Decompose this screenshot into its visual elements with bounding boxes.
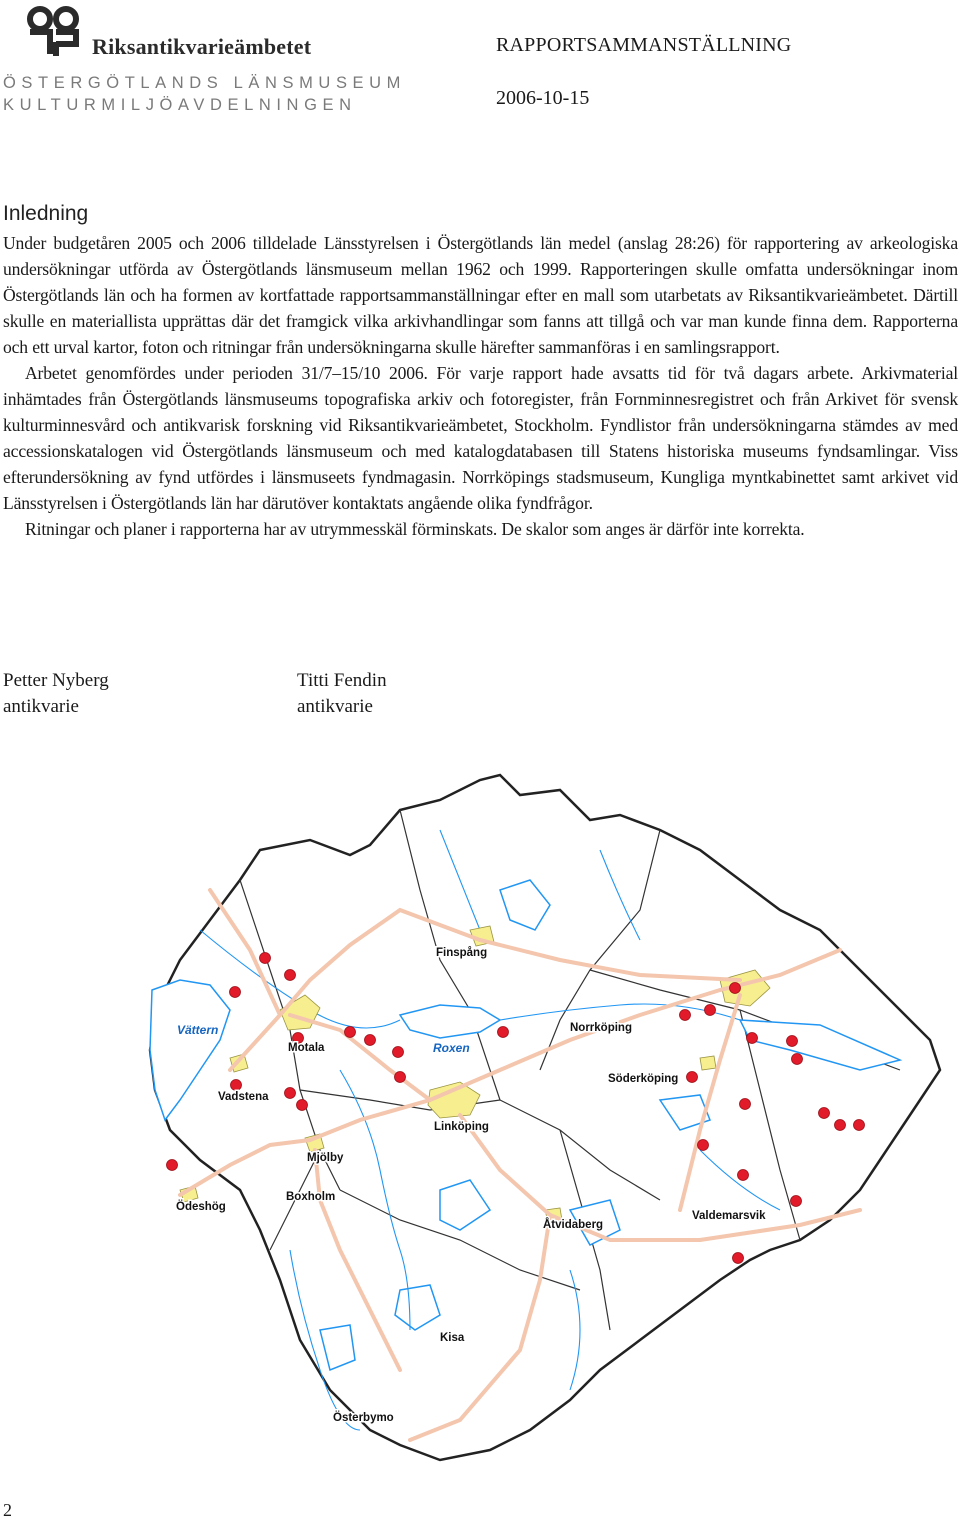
site-marker <box>792 1054 803 1065</box>
site-marker <box>835 1120 846 1131</box>
place-label-valdemarsvik: Valdemarsvik <box>692 1210 766 1222</box>
document-type: RAPPORTSAMMANSTÄLLNING <box>496 34 792 56</box>
site-marker <box>740 1099 751 1110</box>
place-label-boxholm: Boxholm <box>286 1191 336 1203</box>
site-marker <box>819 1108 830 1119</box>
place-label-finspang: Finspång <box>436 947 488 959</box>
signature-block <box>297 668 387 720</box>
place-label-roxen: Roxen <box>433 1041 470 1055</box>
section-heading: Inledning <box>3 202 89 225</box>
site-marker <box>730 983 741 994</box>
site-marker <box>167 1160 178 1171</box>
site-marker <box>791 1196 802 1207</box>
paragraph: Under budgetåren 2005 och 2006 tilldelade Länsstyrelsen i Östergötlands län medel (anslag 28:26) för rapportering av arkeologiska undersökningar utförda av Östergötlands länsmuseum mellan 1962 och 1999. Rapporteringen skulle omfatta undersökningar inom Östergötlands län och ha formen av kortfattade rapportsammanställningar efter en mall som utarbetats av Riksantikvarieämbetet. Därtill skulle en materiallista upprättas där det framgick vilka arkivhandlingar som fanns att tillgå och var man kunde finna dem. Rapporterna och ett urval kartor, foton och ritningar från undersökningarna skulle härefter sammanföras i en samlingsrapport. <box>3 233 958 357</box>
place-label-osterbymo: Österbymo <box>333 1412 394 1424</box>
place-label-vadstena: Vadstena <box>218 1091 269 1103</box>
department-name: KULTURMILJÖAVDELNINGEN <box>3 96 357 114</box>
site-marker <box>680 1010 691 1021</box>
document-date: 2006-10-15 <box>496 87 590 109</box>
site-marker <box>365 1035 376 1046</box>
page-number: 2 <box>3 1500 12 1520</box>
logo-text: Riksantikvarieämbetet <box>92 34 312 59</box>
place-label-soderkoping: Söderköping <box>608 1073 679 1085</box>
place-label-atvidaberg: Åtvidaberg <box>543 1219 604 1231</box>
signature-block <box>3 668 109 720</box>
paragraph: Ritningar och planer i rapporterna har av utrymmesskäl förminskats. De skalor som anges är därför inte korrekta. <box>25 519 805 539</box>
signature-title: antikvarie <box>3 696 79 717</box>
site-marker <box>345 1027 356 1038</box>
place-label-norrkoping: Norrköping <box>570 1022 632 1034</box>
place-label-motala: Motala <box>288 1042 325 1054</box>
site-marker <box>787 1036 798 1047</box>
riksantikvarieambetet-logo-icon <box>26 6 82 58</box>
site-marker <box>738 1170 749 1181</box>
site-marker <box>498 1027 509 1038</box>
paragraph: Arbetet genomfördes under perioden 31/7–15/10 2006. För varje rapport hade avsatts tid för två dagars arbete. Arkivmaterial inhämtades från Östergötlands länsmuseums topografiska arkiv och fotoregister, från Fornminnesregistret och från Arkivet för svensk kulturminnesvård och antikvarisk forskning vid Riksantikvarieämbetet, Stockholm. Fyndlistor från undersökningarna stämdes av med accessionskatalogen vid Östergötlands länsmuseum och med katalogdatabasen till Statens historiska museums fyndsamlingar. Viss efterundersökning av fynd utfördes i länsmuseets fyndmagasin. Norrköpings stadsmuseum, Kungliga myntkabinettet samt arkivet vid Länsstyrelsen i Östergötlands län har därutöver kontaktats angående olika fyndfrågor. <box>3 363 958 513</box>
signature-name: Petter Nyberg <box>3 670 109 691</box>
site-marker <box>733 1253 744 1264</box>
county-map <box>140 770 960 1490</box>
place-label-mjolby: Mjölby <box>307 1152 344 1164</box>
place-label-vattern: Vättern <box>177 1023 219 1037</box>
body-text <box>3 230 958 542</box>
signature-name: Titti Fendin <box>297 670 387 691</box>
site-marker <box>705 1005 716 1016</box>
site-marker <box>687 1072 698 1083</box>
place-label-linkoping: Linköping <box>434 1121 489 1133</box>
site-marker <box>395 1072 406 1083</box>
site-marker <box>285 970 296 981</box>
site-marker <box>698 1140 709 1151</box>
site-marker <box>747 1033 758 1044</box>
site-marker <box>230 987 241 998</box>
place-label-odeshog: Ödeshög <box>176 1201 226 1213</box>
site-marker <box>393 1047 404 1058</box>
site-marker <box>260 953 271 964</box>
site-marker <box>231 1080 242 1091</box>
site-marker <box>285 1088 296 1099</box>
signature-title: antikvarie <box>297 696 373 717</box>
museum-name: ÖSTERGÖTLANDS LÄNSMUSEUM <box>3 74 407 92</box>
place-label-kisa: Kisa <box>440 1332 465 1344</box>
site-marker <box>297 1100 308 1111</box>
urban-area-soderkoping <box>700 1056 716 1070</box>
site-marker <box>854 1120 865 1131</box>
